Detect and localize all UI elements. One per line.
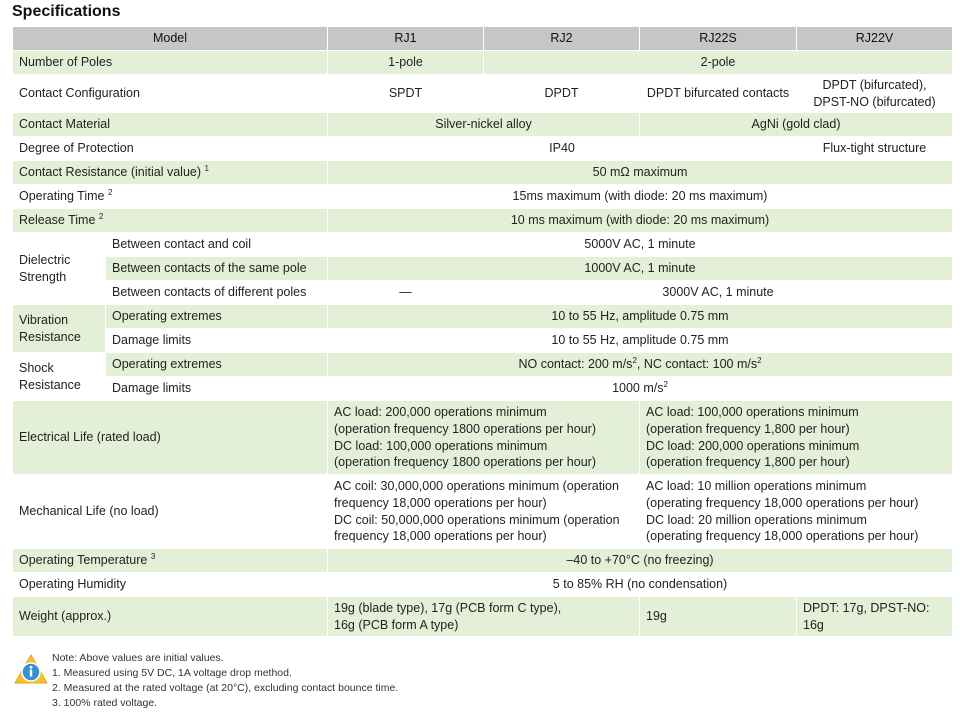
header-rj22s: RJ22S — [640, 27, 797, 51]
table-row — [13, 113, 953, 137]
superscript: 2 — [663, 379, 668, 389]
cell-value: 10 ms maximum (with diode: 20 ms maximum) — [328, 209, 953, 233]
cell-line: (operation frequency 1800 operations per hour) — [334, 455, 596, 470]
table-row — [13, 233, 953, 257]
page-title: Specifications — [12, 3, 121, 20]
row-label: Contact Configuration — [13, 75, 328, 113]
table-row — [13, 573, 953, 597]
value-text: NO contact: 200 m/s — [518, 357, 633, 372]
cell-value — [640, 401, 953, 475]
cell-line: AC load: 100,000 operations minimum — [646, 404, 859, 419]
header-rj1: RJ1 — [328, 27, 484, 51]
row-label: Electrical Life (rated load) — [13, 401, 328, 475]
row-label — [13, 209, 328, 233]
cell-value: 1000V AC, 1 minute — [328, 257, 953, 281]
sub-label: Operating extremes — [106, 353, 328, 377]
label-text: Release Time — [19, 213, 96, 228]
cell-value: 1-pole — [328, 51, 484, 75]
cell-value — [328, 401, 640, 475]
group-label-line: Dielectric — [19, 252, 71, 267]
table-row — [13, 475, 953, 549]
cell-value: Silver-nickel alloy — [328, 113, 640, 137]
sub-label: Between contacts of the same pole — [106, 257, 328, 281]
value-text: 1000 m/s — [612, 381, 664, 396]
cell-value — [328, 597, 640, 637]
cell-line: DC load: 100,000 operations minimum — [334, 438, 548, 453]
cell-value: DPDT — [484, 75, 640, 113]
cell-value: 10 to 55 Hz, amplitude 0.75 mm — [328, 329, 953, 353]
group-label-line: Vibration — [19, 312, 69, 327]
sub-label: Damage limits — [106, 329, 328, 353]
label-text: Operating Time — [19, 189, 105, 204]
notes-list — [52, 651, 398, 711]
group-label-line: Resistance — [19, 377, 81, 392]
table-row — [13, 401, 953, 475]
cell-value: 10 to 55 Hz, amplitude 0.75 mm — [328, 305, 953, 329]
cell-value: AgNi (gold clad) — [640, 113, 953, 137]
table-row — [13, 185, 953, 209]
group-label-shock — [13, 353, 106, 401]
row-label: Number of Poles — [13, 51, 328, 75]
cell-line: DC coil: 50,000,000 operations minimum (operation — [334, 512, 620, 527]
header-rj2: RJ2 — [484, 27, 640, 51]
cell-value: 15ms maximum (with diode: 20 ms maximum) — [328, 185, 953, 209]
cell-value: 2-pole — [484, 51, 953, 75]
cell-value: –40 to +70°C (no freezing) — [328, 549, 953, 573]
table-row — [13, 353, 953, 377]
group-label-vibration — [13, 305, 106, 353]
table-row — [13, 51, 953, 75]
note-line: Note: Above values are initial values. — [52, 652, 224, 664]
cell-line: (operation frequency 1,800 per hour) — [646, 455, 850, 470]
cell-line: (operating frequency 18,000 operations per hour) — [646, 529, 919, 544]
cell-line: AC load: 10 million operations minimum — [646, 478, 867, 493]
label-text: Operating Temperature — [19, 553, 148, 568]
cell-value: DPDT: 17g, DPST-NO: 16g — [797, 597, 953, 637]
table-row — [13, 75, 953, 113]
header-model: Model — [13, 27, 328, 51]
superscript: 2 — [632, 355, 637, 365]
cell-line: (operating frequency 18,000 operations per hour) — [646, 495, 919, 510]
row-label — [13, 185, 328, 209]
cell-value: DPDT bifurcated contacts — [640, 75, 797, 113]
cell-line: DC load: 20 million operations minimum — [646, 512, 867, 527]
row-label: Degree of Protection — [13, 137, 328, 161]
note-line: 1. Measured using 5V DC, 1A voltage drop method. — [52, 667, 292, 679]
row-label: Operating Humidity — [13, 573, 328, 597]
table-row — [13, 329, 953, 353]
cell-value — [328, 377, 953, 401]
cell-line: (operation frequency 1,800 per hour) — [646, 421, 850, 436]
group-label-line: Shock — [19, 360, 54, 375]
superscript: 2 — [757, 355, 762, 365]
specifications-table — [12, 26, 953, 637]
group-label-dielectric — [13, 233, 106, 305]
row-label — [13, 549, 328, 573]
group-label-line: Strength — [19, 269, 67, 284]
note-line: 2. Measured at the rated voltage (at 20°C), excluding contact bounce time. — [52, 682, 399, 694]
cell-value — [797, 75, 953, 113]
row-label: Weight (approx.) — [13, 597, 328, 637]
cell-line: AC load: 200,000 operations minimum — [334, 404, 547, 419]
cell-value: IP40 — [328, 137, 797, 161]
header-row — [13, 27, 953, 51]
table-row — [13, 137, 953, 161]
cell-value: 5 to 85% RH (no condensation) — [328, 573, 953, 597]
cell-value — [640, 475, 953, 549]
row-label: Contact Material — [13, 113, 328, 137]
cell-value: SPDT — [328, 75, 484, 113]
notes-section — [12, 650, 952, 710]
cell-value: 3000V AC, 1 minute — [484, 281, 953, 305]
footnote-mark: 1 — [204, 163, 209, 173]
header-rj22v: RJ22V — [797, 27, 953, 51]
table-row — [13, 257, 953, 281]
cell-value: 19g — [640, 597, 797, 637]
cell-value: 5000V AC, 1 minute — [328, 233, 953, 257]
sub-label: Between contact and coil — [106, 233, 328, 257]
cell-line: DPST-NO (bifurcated) — [813, 94, 936, 109]
sub-label: Between contacts of different poles — [106, 281, 328, 305]
table-row — [13, 305, 953, 329]
cell-line: 19g (blade type), 17g (PCB form C type), — [334, 600, 562, 615]
cell-line: frequency 18,000 operations per hour) — [334, 529, 547, 544]
cell-value — [328, 475, 640, 549]
table-row — [13, 209, 953, 233]
footnote-mark: 2 — [98, 211, 104, 221]
table-row — [13, 161, 953, 185]
cell-value: — — [328, 281, 484, 305]
value-text: , NC contact: 100 m/s — [636, 357, 758, 372]
table-row — [13, 281, 953, 305]
sub-label: Operating extremes — [106, 305, 328, 329]
group-label-line: Resistance — [19, 329, 81, 344]
cell-line: (operation frequency 1800 operations per hour) — [334, 421, 596, 436]
cell-value: Flux-tight structure — [797, 137, 953, 161]
cell-value — [328, 353, 953, 377]
cell-line: 16g (PCB form A type) — [334, 617, 459, 632]
footnote-mark: 2 — [107, 187, 113, 197]
table-row — [13, 597, 953, 637]
row-label — [13, 161, 328, 185]
cell-line: DC load: 200,000 operations minimum — [646, 438, 860, 453]
table-row — [13, 549, 953, 573]
cell-line: AC coil: 30,000,000 operations minimum (operation — [334, 478, 619, 493]
row-label: Mechanical Life (no load) — [13, 475, 328, 549]
footnote-mark: 3 — [150, 551, 156, 561]
note-line: 3. 100% rated voltage. — [52, 697, 158, 709]
cell-value: 50 mΩ maximum — [328, 161, 953, 185]
sub-label: Damage limits — [106, 377, 328, 401]
info-icon — [14, 654, 48, 684]
table-row — [13, 377, 953, 401]
cell-line: DPDT (bifurcated), — [822, 77, 927, 92]
cell-line: frequency 18,000 operations per hour) — [334, 495, 547, 510]
label-text: Contact Resistance (initial value) — [19, 165, 202, 180]
